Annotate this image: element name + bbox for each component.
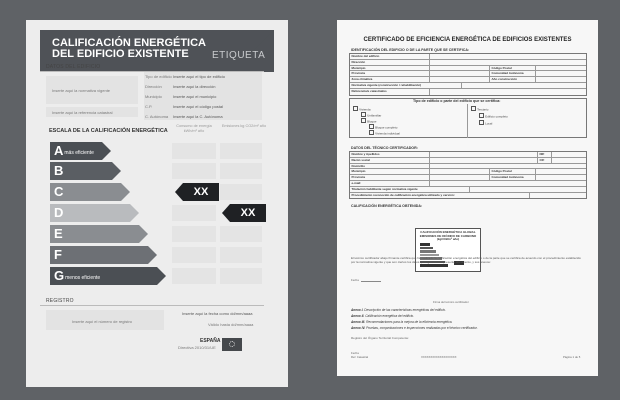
col-consumo-header: Consumo de energía kWh/m² año xyxy=(176,124,212,133)
cell xyxy=(430,152,538,157)
cell xyxy=(536,66,586,71)
cell xyxy=(430,175,490,180)
divider xyxy=(467,104,468,138)
cell: Año construcción xyxy=(490,77,536,82)
anexo-text: Pruebas, comprobaciones e inspecciones realizadas por el técnico certificador. xyxy=(366,326,478,330)
consumo-cell xyxy=(172,268,216,284)
cell xyxy=(430,71,490,76)
validez-text: Válido hasta dd/mm/aaaa xyxy=(208,322,254,327)
cell xyxy=(430,60,586,65)
anexo-num: Anexo I. xyxy=(351,308,364,312)
cell xyxy=(430,181,586,186)
field-label: Tipo de edificio xyxy=(145,74,172,79)
cell: Código Postal xyxy=(490,66,536,71)
anexo-text: Recomendaciones para la mejora de la eficiencia energética. xyxy=(366,320,453,324)
field-label: C. Autónoma xyxy=(145,114,169,119)
footer-ref-number: XXXXXXXXXXXXXXXXXXX xyxy=(421,355,457,359)
identificacion-table xyxy=(349,53,587,96)
grade-letter: F xyxy=(54,247,62,262)
field-label: C.P. xyxy=(145,104,153,109)
anexo-num: Anexo III. xyxy=(351,320,366,324)
eu-flag-icon xyxy=(222,338,242,351)
consumo-cell xyxy=(172,163,216,179)
emisiones-cell xyxy=(220,226,262,242)
emisiones-cell xyxy=(220,268,262,284)
cell: Titulación habilitante según normativa vigente xyxy=(350,187,470,192)
cell xyxy=(552,152,586,157)
label-etiqueta-text: ETIQUETA xyxy=(212,50,266,61)
consumo-cell xyxy=(172,205,216,221)
signature-label: Firma del técnico certificador xyxy=(433,300,469,304)
table-row xyxy=(350,193,586,199)
grade-sub: menos eficiente xyxy=(65,275,101,281)
fecha-line xyxy=(361,281,381,282)
certificate-document xyxy=(337,20,598,376)
section-registro-heading: REGISTRO xyxy=(46,298,74,304)
mini-grade-bar xyxy=(420,247,433,250)
fecha-label: Fecha xyxy=(351,278,359,282)
consumo-cell xyxy=(172,143,216,159)
cell: Provincia xyxy=(350,71,430,76)
label-title xyxy=(52,38,206,60)
cell xyxy=(536,175,586,180)
anexo-item xyxy=(351,314,414,318)
grade-b-arrow xyxy=(50,162,112,180)
sec-identificacion-heading: IDENTIFICACIÓN DEL EDIFICIO O DE LA PARTE QUE SE CERTIFICA: xyxy=(351,48,470,52)
fecha-placeholder: Inserte aquí la fecha como dd/mm/aaaa xyxy=(182,311,253,316)
cell xyxy=(430,66,490,71)
mini-grade-bar xyxy=(420,250,436,253)
field-value: Inserte aquí el municipio xyxy=(173,94,217,99)
cell: Comunidad Autónoma xyxy=(490,175,536,180)
anexo-item xyxy=(351,308,446,312)
anexo-num: Anexo II. xyxy=(351,314,365,318)
anexo-text: Calificación energética del edificio. xyxy=(365,314,415,318)
grade-f-arrow xyxy=(50,246,148,264)
cell: Dirección xyxy=(350,60,430,65)
cell: Zona climática xyxy=(350,77,430,82)
type-checkbox[interactable]: Terciario xyxy=(471,106,488,111)
anexo-item xyxy=(351,320,452,324)
footer-ref: Ref. Catastral xyxy=(351,355,369,359)
eu-directive-text: Directiva 2010/31/UE xyxy=(178,345,216,350)
tecnico-table xyxy=(349,151,587,199)
cell xyxy=(470,187,586,192)
grade-letter: E xyxy=(54,226,63,241)
scale-title: ESCALA DE LA CALIFICACIÓN ENERGÉTICA xyxy=(49,128,168,134)
footer-fecha: Fecha xyxy=(351,351,359,355)
type-checkbox[interactable]: Bloque completo xyxy=(369,124,397,129)
mini-grade-bar xyxy=(420,243,430,246)
cell xyxy=(462,83,586,88)
divider xyxy=(40,305,264,306)
type-checkbox[interactable]: Edificio completo xyxy=(479,113,508,118)
global-rating-box xyxy=(415,228,481,272)
col-emisiones-header: Emisiones kg CO2/m² año xyxy=(221,124,267,128)
cell xyxy=(530,193,586,199)
type-checkbox[interactable]: Local xyxy=(479,120,492,125)
footer-page: Página 1 de 5 xyxy=(563,355,581,359)
section-building-heading: DATOS DEL EDIFICIO xyxy=(46,64,101,70)
emisiones-cell xyxy=(220,247,262,263)
grade-letter: G xyxy=(54,268,65,283)
cell xyxy=(430,54,586,59)
cell xyxy=(536,77,586,82)
cell xyxy=(430,158,538,163)
table-row xyxy=(350,89,586,95)
cell: Código Postal xyxy=(490,169,536,174)
emisiones-cell xyxy=(220,184,262,200)
grade-c-arrow xyxy=(50,183,121,201)
cell: Normativa vigente (construcción / rehabilitación) xyxy=(350,83,462,88)
cert-title: CERTIFICADO DE EFICIENCIA ENERGÉTICA DE EDIFICIOS EXISTENTES xyxy=(363,37,572,43)
anexo-item xyxy=(351,326,478,330)
consumo-cell xyxy=(172,247,216,263)
field-value: Inserte aquí el código postal xyxy=(173,104,224,109)
field-value: Inserte aquí la dirección xyxy=(173,84,216,89)
certification-statement: El técnico certificador abajo firmante certifica que ha realizado la calificación energética del edificio o de la parte que se certifica de acuerdo con el procedimiento establecido por la normativa vigente y que son ciertos los datos que figuran en el presente documento, y sus anexos: xyxy=(351,256,581,265)
cell xyxy=(430,164,586,169)
cell: Comunidad Autónoma xyxy=(490,71,536,76)
country-label: ESPAÑA xyxy=(200,338,221,344)
emisiones-cell xyxy=(220,163,262,179)
cell xyxy=(536,71,586,76)
grade-g-arrow xyxy=(50,267,157,285)
grade-letter: D xyxy=(54,205,64,220)
cell xyxy=(430,77,490,82)
cell: Nombre y Apellidos xyxy=(350,152,430,157)
grade-d-arrow xyxy=(50,204,130,222)
cell: Nombre del edificio xyxy=(350,54,430,59)
cell: Procedimiento reconocido de calificación energética utilizado y versión: xyxy=(350,193,530,199)
consumo-rating-badge: XX xyxy=(183,183,219,201)
field-value: Inserte aquí la C. Autónoma xyxy=(173,114,223,119)
grade-letter: C xyxy=(54,184,64,199)
grade-a-arrow xyxy=(50,142,102,160)
cell: NIF xyxy=(538,152,552,157)
anexo-num: Anexo IV. xyxy=(351,326,366,330)
field-value: Inserte aquí el tipo de edificio xyxy=(173,74,226,79)
type-checkbox[interactable]: Unifamiliar xyxy=(361,112,381,117)
cell xyxy=(430,169,490,174)
cell: CIF xyxy=(538,158,552,163)
type-checkbox[interactable]: Vivienda xyxy=(353,106,371,111)
type-checkbox[interactable]: Vivienda individual xyxy=(369,130,400,135)
ref-catastral-placeholder: Inserte aquí la referencia catastral xyxy=(52,110,113,115)
sec-calificacion-heading: CALIFICACIÓN ENERGÉTICA OBTENIDA: xyxy=(351,204,423,208)
grade-e-arrow xyxy=(50,225,139,243)
cell xyxy=(430,89,586,95)
cell: Domicilio xyxy=(350,164,430,169)
cell: Referencia/s catastral/es xyxy=(350,89,430,95)
emisiones-cell xyxy=(220,143,262,159)
cell xyxy=(552,158,586,163)
label-title-line1: CALIFICACIÓN ENERGÉTICA xyxy=(52,37,206,49)
type-checkbox[interactable]: Bloque xyxy=(361,118,376,123)
registro-placeholder: Inserte aquí el número de registro xyxy=(72,319,133,324)
cell xyxy=(536,169,586,174)
sec-tipo-heading: Tipo de edificio o parte del edificio que se certifica: xyxy=(413,99,501,103)
cell: e-mail: xyxy=(350,181,430,186)
grade-letter: A xyxy=(54,143,64,158)
consumo-cell xyxy=(172,226,216,242)
label-title-line2: DEL EDIFICIO EXISTENTE xyxy=(52,48,189,60)
cell: Razón social xyxy=(350,158,430,163)
emisiones-rating-badge: XX xyxy=(230,204,266,222)
sec-tecnico-heading: DATOS DEL TÉCNICO CERTIFICADOR: xyxy=(351,146,418,150)
field-label: Dirección xyxy=(145,84,162,89)
global-rating-title: CALIFICACIÓN ENERGÉTICA GLOBAL EMISIONES DE DIÓXIDO DE CARBONO (kgCO2/m² año) xyxy=(419,230,477,242)
cell: Municipio xyxy=(350,169,430,174)
grade-letter: B xyxy=(54,163,64,178)
grade-sub: más eficiente xyxy=(64,150,94,156)
normativa-placeholder: Inserte aquí la normativa vigente xyxy=(52,88,111,93)
registro-text: Registro del Órgano Territorial Competente: xyxy=(351,336,409,340)
cell: Provincia xyxy=(350,175,430,180)
anexo-text: Descripción de las características energéticas del edificio. xyxy=(364,308,446,312)
cell: Municipio xyxy=(350,66,430,71)
field-label: Municipio xyxy=(145,94,162,99)
label-corner-fold xyxy=(252,30,274,52)
